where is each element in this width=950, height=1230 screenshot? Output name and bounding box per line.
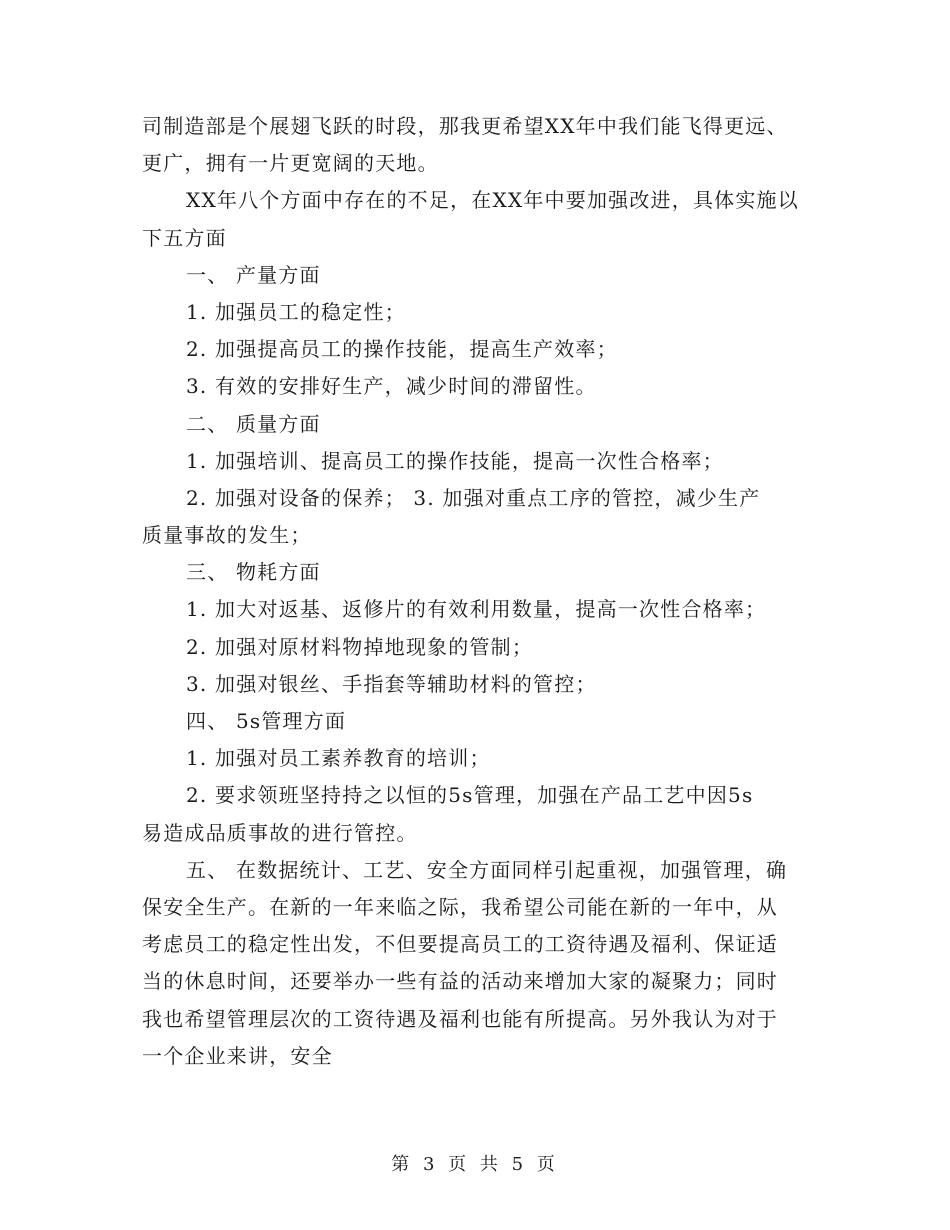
section-heading: 四、 5s管理方面 [186,709,347,733]
section-heading: 三、 物耗方面 [186,560,321,585]
section-heading: 五、 在数据统计、工艺、安全方面同样引起重视，加强管理，确 [186,857,788,882]
list-item: 2. 加强对设备的保养； 3. 加强对重点工序的管控，减少生产 [186,485,761,510]
text-line: 一个企业来讲，安全 [142,1043,333,1068]
list-item: 1. 加大对返基、返修片的有效利用数量，提高一次性合格率； [186,597,767,622]
text-line: 更广，拥有一片更宽阔的天地。 [142,151,439,176]
text-line: 考虑员工的稳定性出发，不但要提高员工的工资待遇及福利、保证适 [142,932,778,957]
text-line: 易造成品质事故的进行管控。 [142,820,418,845]
text-line: 司制造部是个展翅飞跃的时段，那我更希望XX年中我们能飞得更远、 [142,114,788,138]
section-heading: 二、 质量方面 [186,411,321,436]
text-line: XX年八个方面中存在的不足，在XX年中要加强改进，具体实施以 [186,188,799,213]
text-line: 保安全生产。在新的一年来临之际，我希望公司能在新的一年中，从 [142,894,778,919]
list-item: 1. 加强培训、提高员工的操作技能，提高一次性合格率； [186,448,724,473]
list-item: 1. 加强员工的稳定性； [186,299,406,324]
text-line: 当的休息时间，还要举办一些有益的活动来增加大家的凝聚力；同时 [142,969,778,994]
text-line: 质量事故的发生； [142,523,312,548]
list-item: 2. 要求领班坚持持之以恒的5s管理，加强在产品工艺中因5s [186,783,754,808]
list-item: 3. 有效的安排好生产，减少时间的滞留性。 [186,374,597,399]
list-item: 1. 加强对员工素养教育的培训； [186,746,491,771]
list-item: 3. 加强对银丝、手指套等辅助材料的管控； [186,671,597,696]
page-number-footer: 第 3 页 共 5 页 [391,1154,559,1175]
body-text [142,108,810,1075]
list-item: 2. 加强对原材料物掉地现象的管制； [186,634,534,659]
text-line: 我也希望管理层次的工资待遇及福利也能有所提高。另外我认为对于 [142,1006,778,1031]
text-line: 下五方面 [142,225,227,250]
list-item: 2. 加强提高员工的操作技能，提高生产效率； [186,337,618,362]
section-heading: 一、 产量方面 [186,262,321,287]
